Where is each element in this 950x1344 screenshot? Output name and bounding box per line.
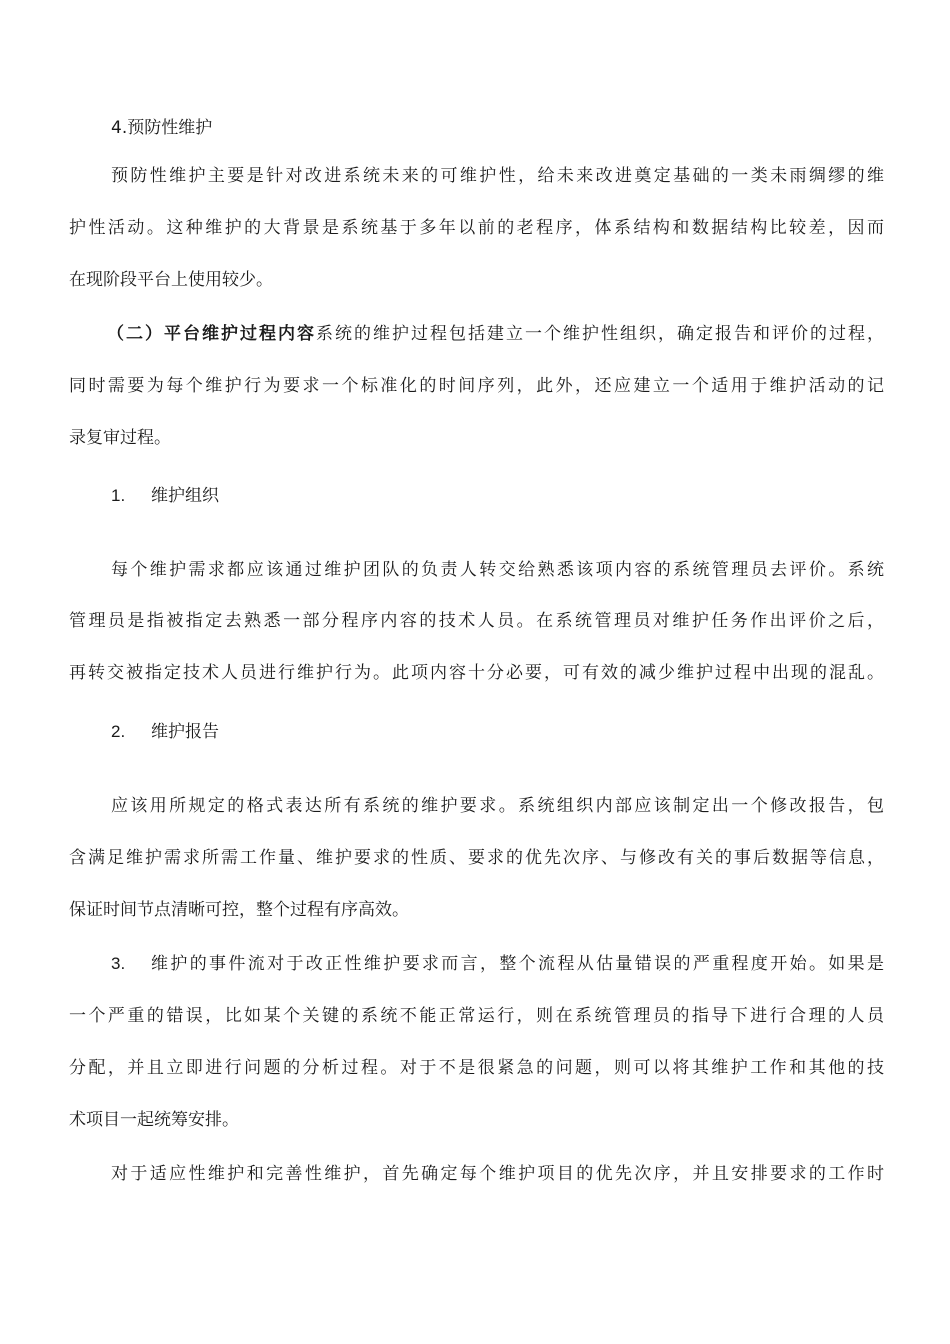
item-1-number: 1.: [111, 486, 126, 505]
paragraph-line: 护性活动。这种维护的大背景是系统基于多年以前的老程序，体系结构和数据结构比较差，因而: [69, 218, 884, 238]
part-2-heading: （二）平台维护过程内容: [107, 324, 316, 344]
part-2-text: 系统的维护过程包括建立一个维护性组织，确定报告和评价的过程，: [316, 324, 884, 344]
item-2-title: 维护报告: [151, 722, 219, 742]
paragraph-line: 分配，并且立即进行问题的分析过程。对于不是很紧急的问题，则可以将其维护工作和其他的技: [69, 1058, 884, 1078]
paragraph-line: 保证时间节点清晰可控，整个过程有序高效。: [69, 900, 409, 920]
item-1-title: 维护组织: [151, 486, 219, 506]
paragraph-line: 一个严重的错误，比如某个关键的系统不能正常运行，则在系统管理员的指导下进行合理的人员: [69, 1006, 884, 1026]
paragraph-line: 录复审过程。: [69, 428, 171, 448]
paragraph-line: 术项目一起统筹安排。: [69, 1110, 239, 1130]
paragraph-line: 含满足维护需求所需工作量、维护要求的性质、要求的优先次序、与修改有关的事后数据等信息，: [69, 848, 884, 868]
section-4-title: 4.预防性维护: [111, 118, 213, 138]
paragraph-line: 应该用所规定的格式表达所有系统的维护要求。系统组织内部应该制定出一个修改报告，包: [111, 796, 884, 816]
paragraph-line: 维护的事件流对于改正性维护要求而言，整个流程从估量错误的严重程度开始。如果是: [151, 954, 884, 974]
paragraph-line: 同时需要为每个维护行为要求一个标准化的时间序列，此外，还应建立一个适用于维护活动的记: [69, 376, 884, 396]
part-2-first-line: [107, 322, 884, 346]
item-2-number: 2.: [111, 722, 126, 741]
paragraph-line: 每个维护需求都应该通过维护团队的负责人转交给熟悉该项内容的系统管理员去评价。系统: [111, 560, 884, 580]
item-3-number: 3.: [111, 954, 126, 973]
paragraph-line: 在现阶段平台上使用较少。: [69, 270, 273, 290]
paragraph-line: 再转交被指定技术人员进行维护行为。此项内容十分必要，可有效的减少维护过程中出现的混乱。: [69, 663, 884, 683]
paragraph-line: 对于适应性维护和完善性维护，首先确定每个维护项目的优先次序，并且安排要求的工作时: [111, 1164, 884, 1184]
paragraph-line: 预防性维护主要是针对改进系统未来的可维护性，给未来改进奠定基础的一类未雨绸缪的维: [111, 166, 884, 186]
paragraph-line: 管理员是指被指定去熟悉一部分程序内容的技术人员。在系统管理员对维护任务作出评价之后，: [69, 611, 884, 631]
